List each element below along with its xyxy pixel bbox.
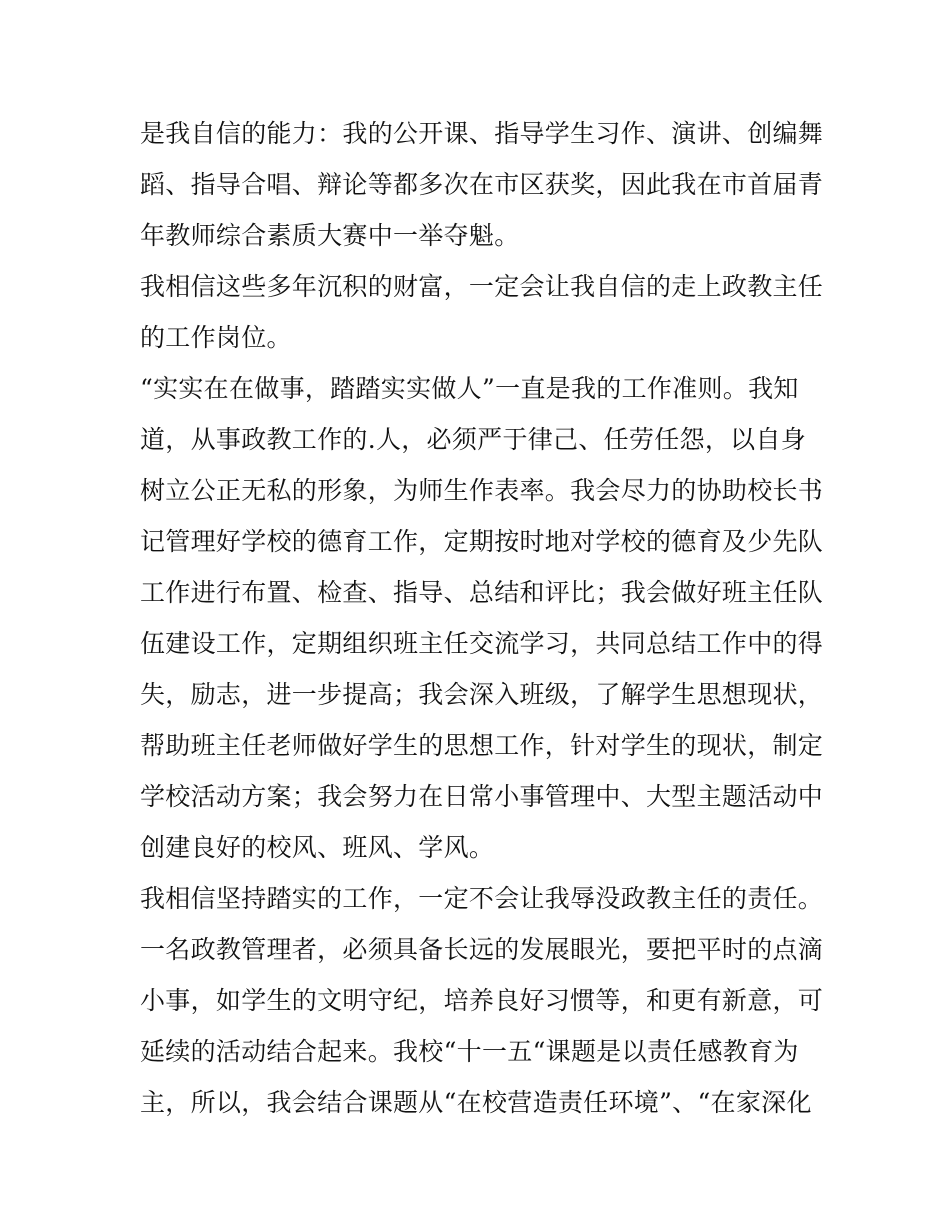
text-line: 帮助班主任老师做好学生的思想工作，针对学生的现状，制定	[140, 731, 824, 760]
body-text	[140, 108, 824, 1128]
text-line: 年教师综合素质大赛中一举夺魁。	[140, 221, 520, 250]
text-line: 延续的活动结合起来。我校“十一五“课题是以责任感教育为	[140, 1037, 799, 1066]
text-line: 小事，如学生的文明守纪，培养良好习惯等，和更有新意，可	[140, 986, 824, 1015]
text-line: 我相信坚持踏实的工作，一定不会让我辱没政教主任的责任。	[140, 884, 824, 913]
text-line: 蹈、指导合唱、辩论等都多次在市区获奖，因此我在市首届青	[140, 170, 824, 199]
text-line: 一名政教管理者，必须具备长远的发展眼光，要把平时的点滴	[140, 935, 824, 964]
text-line: 我相信这些多年沉积的财富，一定会让我自信的走上政教主任	[140, 272, 824, 301]
text-line: “实实在在做事，踏踏实实做人”一直是我的工作准则。我知	[140, 374, 799, 403]
text-line: 主，所以，我会结合课题从“在校营造责任环境”、“在家深化	[140, 1088, 812, 1117]
text-line: 学校活动方案；我会努力在日常小事管理中、大型主题活动中	[140, 782, 824, 811]
text-line: 失，励志，进一步提高；我会深入班级，了解学生思想现状，	[140, 680, 824, 709]
text-line: 道，从事政教工作的.人，必须严于律己、任劳任怨，以自身	[140, 425, 807, 454]
text-line: 树立公正无私的形象，为师生作表率。我会尽力的协助校长书	[140, 476, 824, 505]
text-line: 的工作岗位。	[140, 323, 292, 352]
text-line: 创建良好的校风、班风、学风。	[140, 833, 495, 862]
text-line: 工作进行布置、检查、指导、总结和评比；我会做好班主任队	[140, 578, 824, 607]
text-line: 是我自信的能力：我的公开课、指导学生习作、演讲、创编舞	[140, 119, 824, 148]
text-line: 记管理好学校的德育工作，定期按时地对学校的德育及少先队	[140, 527, 824, 556]
text-line: 伍建设工作，定期组织班主任交流学习，共同总结工作中的得	[140, 629, 824, 658]
